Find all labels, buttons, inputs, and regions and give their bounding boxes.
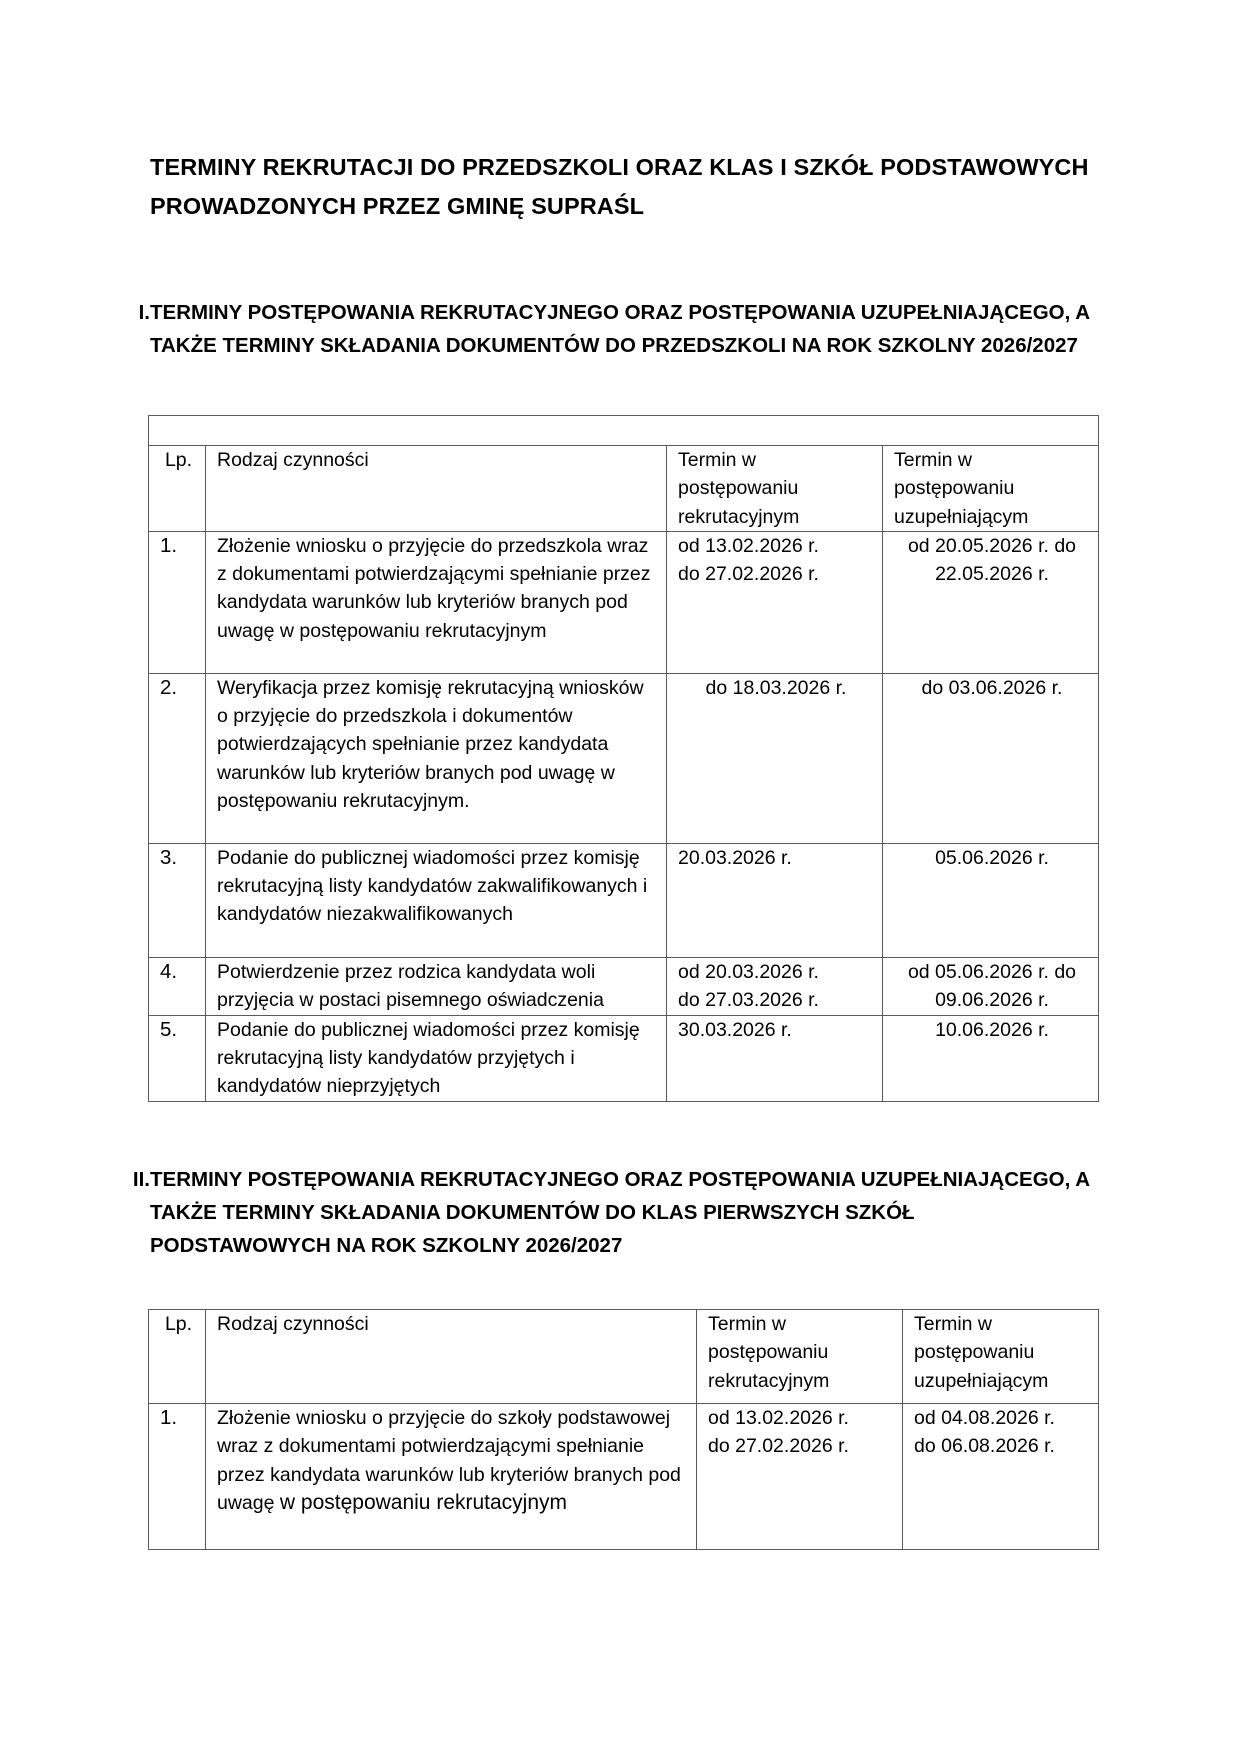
header-recruitment: Termin w postępowaniu rekrutacyjnym — [697, 1310, 903, 1404]
section-1-number: I. — [138, 301, 150, 324]
row-lp: 4. — [149, 957, 206, 1015]
table-row — [149, 843, 1099, 957]
header-lp: Lp. — [149, 446, 206, 532]
header-supplementary: Termin w postępowaniu uzupełniającym — [903, 1310, 1099, 1404]
row-recruitment: 20.03.2026 r. — [667, 843, 883, 957]
row-lp: 3. — [149, 843, 206, 957]
row-supplementary: od 20.05.2026 r. do 22.05.2026 r. — [883, 531, 1099, 673]
row-activity: Potwierdzenie przez rodzica kandydata woli przyjęcia w postaci pisemnego oświadczenia — [206, 957, 667, 1015]
row-activity: Weryfikacja przez komisję rekrutacyjną wniosków o przyjęcie do przedszkola i dokumentów potwierdzających spełnianie przez kandydata warunków lub kryteriów branych pod uwagę w postępowaniu rekrutacyjnym. — [206, 673, 667, 843]
table-row — [149, 1015, 1099, 1101]
document-title: TERMINY REKRUTACJI DO PRZEDSZKOLI ORAZ KLAS I SZKÓŁ PODSTAWOWYCH PROWADZONYCH PRZEZ GMINĘ SUPRAŚL — [150, 154, 1089, 219]
row-recruitment: od 20.03.2026 r. do 27.03.2026 r. — [667, 957, 883, 1015]
row-supplementary: 10.06.2026 r. — [883, 1015, 1099, 1101]
section-2-number: II. — [132, 1168, 150, 1191]
row-activity: Złożenie wniosku o przyjęcie do przedszkola wraz z dokumentami potwierdzającymi spełnianie przez kandydata warunków lub kryteriów branych pod uwagę w postępowaniu rekrutacyjnym — [206, 531, 667, 673]
row-recruitment: do 18.03.2026 r. — [667, 673, 883, 843]
row-lp: 5. — [149, 1015, 206, 1101]
section-1-heading — [133, 296, 1100, 362]
table-spacer-cell — [149, 416, 1099, 446]
row-supplementary: od 05.06.2026 r. do 09.06.2026 r. — [883, 957, 1099, 1015]
header-activity: Rodzaj czynności — [206, 446, 667, 532]
row-activity: Podanie do publicznej wiadomości przez komisję rekrutacyjną listy kandydatów zakwalifikowanych i kandydatów niezakwalifikowanych — [206, 843, 667, 957]
header-lp: Lp. — [149, 1310, 206, 1404]
school-schedule-table — [148, 1309, 1099, 1550]
header-recruitment: Termin w postępowaniu rekrutacyjnym — [667, 446, 883, 532]
preschool-schedule-table — [148, 415, 1099, 1102]
section-1-heading-text: TERMINY POSTĘPOWANIA REKRUTACYJNEGO ORAZ POSTĘPOWANIA UZUPEŁNIAJĄCEGO, A TAKŻE TERMINY SKŁADANIA DOKUMENTÓW DO PRZEDSZKOLI NA ROK SZKOLNY 2026/2027 — [150, 301, 1090, 357]
row-lp: 1. — [149, 1404, 206, 1550]
row-recruitment: od 13.02.2026 r. do 27.02.2026 r. — [697, 1404, 903, 1550]
row-activity — [206, 1404, 697, 1550]
table-header-row — [149, 446, 1099, 532]
table-row — [149, 673, 1099, 843]
row-activity: Podanie do publicznej wiadomości przez komisję rekrutacyjną listy kandydatów przyjętych i kandydatów nieprzyjętych — [206, 1015, 667, 1101]
header-activity: Rodzaj czynności — [206, 1310, 697, 1404]
section-2-heading-text: TERMINY POSTĘPOWANIA REKRUTACYJNEGO ORAZ POSTĘPOWANIA UZUPEŁNIAJĄCEGO, A TAKŻE TERMINY SKŁADANIA DOKUMENTÓW DO KLAS PIERWSZYCH SZKÓŁ PODSTAWOWYCH NA ROK SZKOLNY 2026/2027 — [150, 1168, 1090, 1257]
row-supplementary: od 04.08.2026 r. do 06.08.2026 r. — [903, 1404, 1099, 1550]
table-row — [149, 1404, 1099, 1550]
row-supplementary: do 03.06.2026 r. — [883, 673, 1099, 843]
row-lp: 1. — [149, 531, 206, 673]
row-supplementary: 05.06.2026 r. — [883, 843, 1099, 957]
table-row — [149, 957, 1099, 1015]
row-activity-text: Złożenie wniosku o przyjęcie do szkoły podstawowej wraz z dokumentami potwierdzającymi spełnianie przez kandydata warunków lub kryteriów branych pod uwagę — [217, 1407, 681, 1514]
row-activity-last-line: w postępowaniu rekrutacyjnym — [279, 1490, 568, 1514]
row-lp: 2. — [149, 673, 206, 843]
table-header-row — [149, 1310, 1099, 1404]
header-supplementary: Termin w postępowaniu uzupełniającym — [883, 446, 1099, 532]
row-recruitment: od 13.02.2026 r. do 27.02.2026 r. — [667, 531, 883, 673]
table-row — [149, 531, 1099, 673]
section-2-heading — [133, 1163, 1100, 1262]
row-recruitment: 30.03.2026 r. — [667, 1015, 883, 1101]
table-spacer-row — [149, 416, 1099, 446]
